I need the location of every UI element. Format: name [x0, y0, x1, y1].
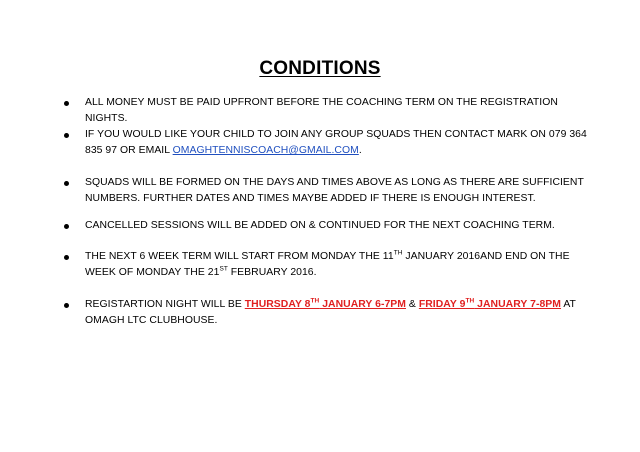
friday-registration [419, 299, 561, 310]
bullet-icon [64, 303, 69, 308]
condition-text: & [406, 299, 419, 310]
thursday-registration [245, 299, 406, 310]
condition-text: JANUARY 2016AND END ON THE WEEK OF MONDAY THE 21 [85, 251, 570, 278]
ordinal-suffix: TH [465, 297, 475, 305]
ordinal-suffix: TH [393, 249, 403, 257]
bullet-icon [64, 255, 69, 260]
condition-text: FEBRUARY 2016. [227, 267, 317, 278]
bullet-icon [64, 181, 69, 186]
ordinal-suffix: TH [310, 297, 320, 305]
condition-text: THE NEXT 6 WEEK TERM WILL START FROM MONDAY THE 11 [85, 251, 394, 262]
thursday-time: JANUARY 6-7PM [319, 299, 406, 310]
friday-time: JANUARY 7-8PM [474, 299, 561, 310]
condition-payment [85, 95, 595, 127]
thursday-date: THURSDAY 8 [244, 299, 311, 310]
condition-text: SQUADS WILL BE FORMED ON THE DAYS AND TIMES ABOVE AS LONG AS THERE ARE SUFFICIENT NUMBERS. FURTHER DATES AND TIMES MAYBE ADDED IF THERE IS ENOUGH INTEREST. [85, 177, 584, 204]
condition-text: REGISTARTION NIGHT WILL BE [85, 299, 245, 310]
bullet-icon [64, 133, 69, 138]
condition-text: ALL MONEY MUST BE PAID UPFRONT BEFORE THE COACHING TERM ON THE REGISTRATION NIGHTS. [85, 97, 558, 124]
condition-text: IF YOU WOULD LIKE YOUR CHILD TO JOIN ANY GROUP SQUADS THEN CONTACT MARK ON 079 364 835 97 OR EMAIL [85, 129, 587, 156]
condition-text: AT OMAGH LTC CLUBHOUSE. [85, 299, 576, 326]
email-link[interactable]: OMAGHTENNISCOACH@GMAIL.COM [172, 145, 359, 156]
ordinal-suffix: ST [219, 265, 228, 273]
condition-text-end: . [358, 145, 362, 156]
bullet-icon [64, 101, 69, 106]
page-title: CONDITIONS [259, 58, 381, 79]
friday-date: FRIDAY 9 [418, 299, 466, 310]
condition-text: CANCELLED SESSIONS WILL BE ADDED ON & CONTINUED FOR THE NEXT COACHING TERM. [85, 220, 555, 231]
condition-next-term [85, 249, 595, 281]
condition-group-squads [85, 127, 595, 159]
bullet-icon [64, 224, 69, 229]
condition-cancelled-sessions [85, 218, 595, 234]
condition-squads-formed [85, 175, 595, 207]
condition-registration-night [85, 297, 595, 329]
